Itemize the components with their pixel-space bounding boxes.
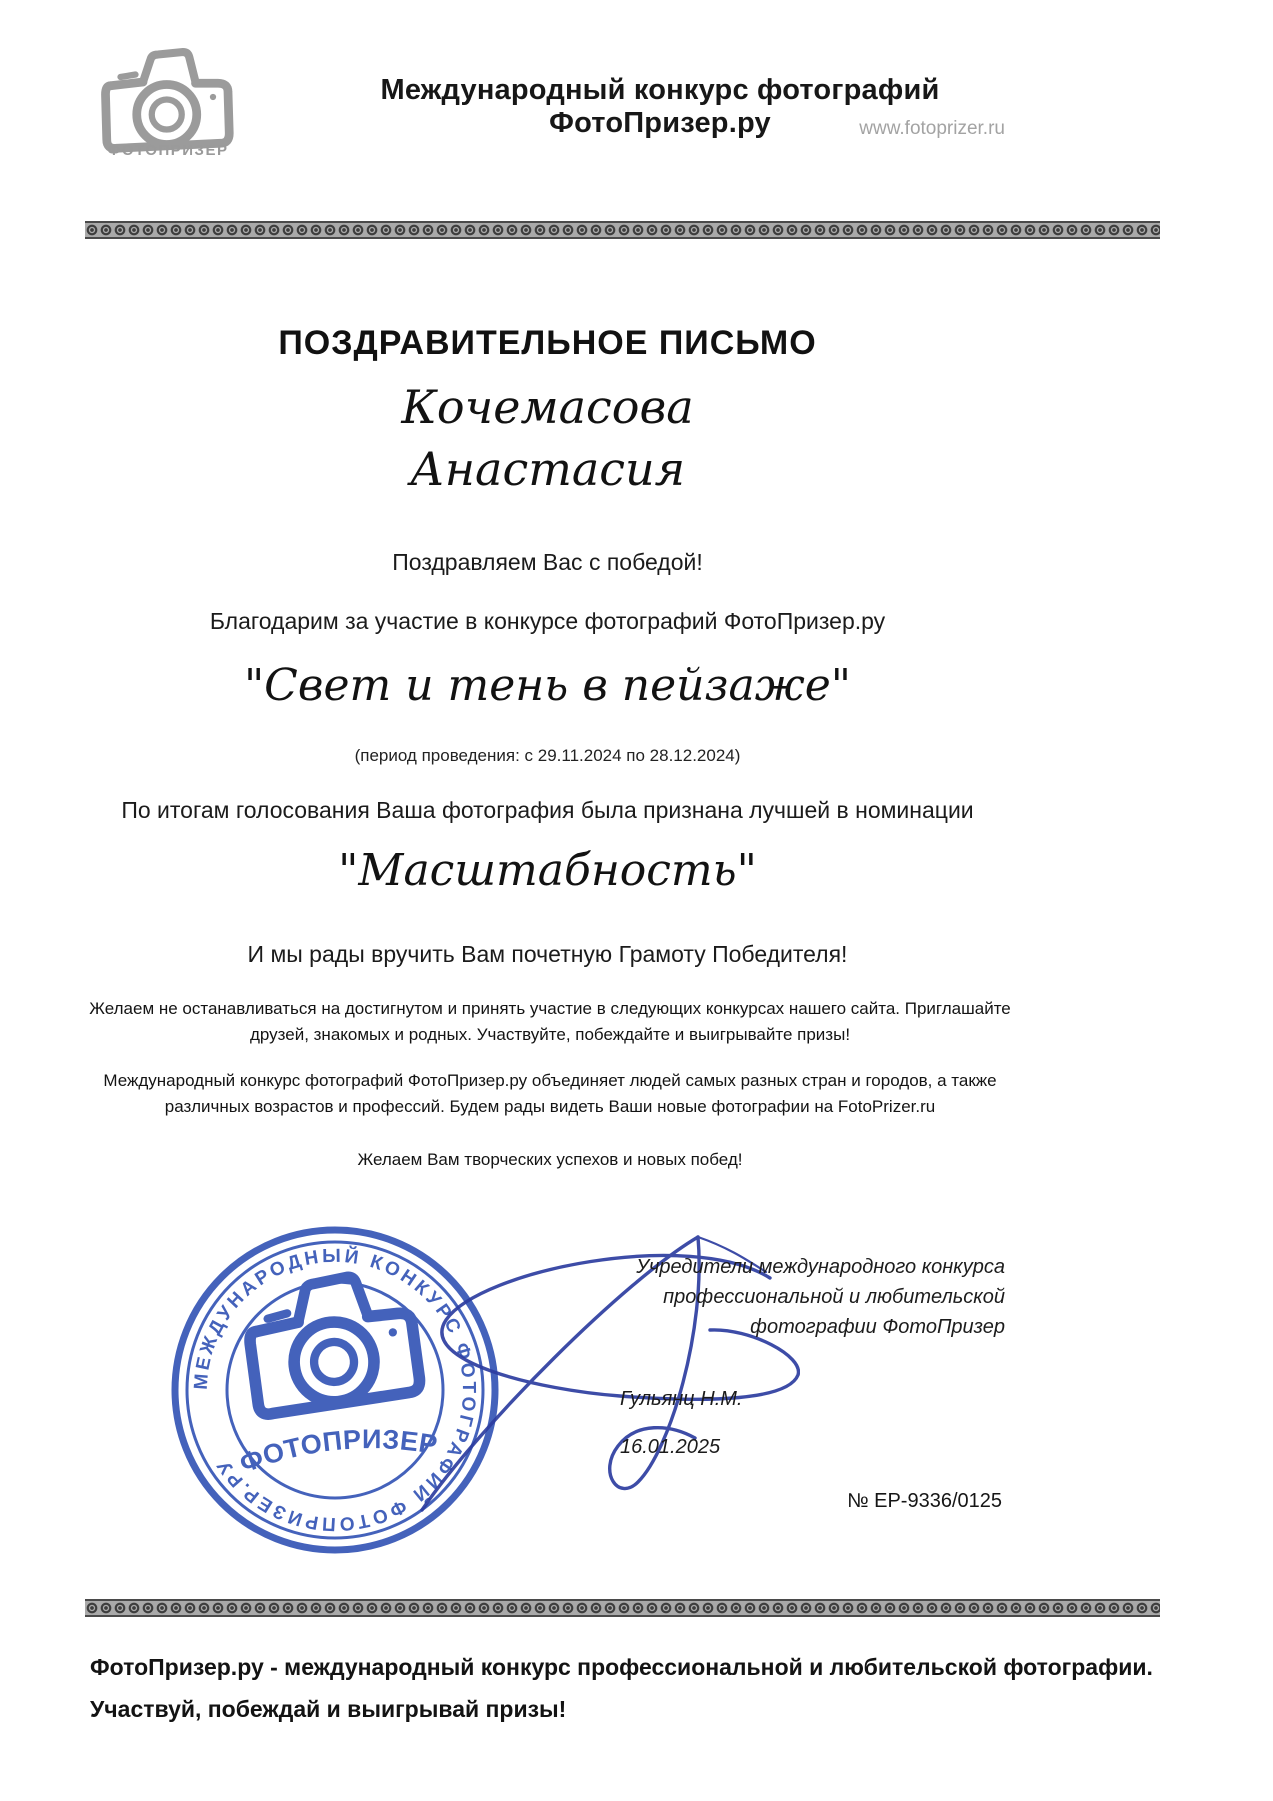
contest-name: "Свет и тень в пейзаже" bbox=[243, 660, 852, 711]
stamp-camera-icon bbox=[244, 1271, 421, 1416]
page-title: Международный конкурс фотографий ФотоПризер.ру bbox=[380, 74, 940, 139]
thanks-line: Благодарим за участие в конкурсе фотографий ФотоПризер.ру bbox=[209, 608, 886, 634]
wish-line: Желаем Вам творческих успехов и новых побед! bbox=[357, 1150, 743, 1169]
document-number: № ЕР-9336/0125 bbox=[847, 1490, 1002, 1512]
founders-line: фотографии ФотоПризер bbox=[750, 1316, 1005, 1338]
recipient-last-name: Кочемасова bbox=[401, 380, 694, 434]
award-line: И мы рады вручить Вам почетную Грамоту Победителя! bbox=[247, 941, 848, 967]
recipient-first-name: Анастасия bbox=[409, 442, 686, 496]
stamp-ring-text: МЕЖДУНАРОДНЫЙ КОНКУРС ФОТОГРАФИЙ ФОТОПРИЗЕР.РУ bbox=[190, 1245, 480, 1535]
stamp-center-text: ФОТОПРИЗЕР bbox=[235, 1424, 440, 1479]
nomination-name: "Масштабность" bbox=[338, 845, 757, 896]
signer-name: Гульянц Н.М. bbox=[620, 1388, 743, 1410]
website-url: www.fotoprizer.ru bbox=[859, 118, 1005, 139]
paragraph-about: Международный конкурс фотографий ФотоПризер.ру объединяет людей самых разных стран и городов, а также различных возрастов и профессий. Будем рады видеть Ваши новые фотографии на FotoPrizer.ru bbox=[103, 1071, 997, 1117]
result-line: По итогам голосования Ваша фотография была признана лучшей в номинации bbox=[121, 797, 974, 823]
decorative-border-bottom bbox=[85, 1599, 1160, 1617]
decorative-border-top bbox=[85, 221, 1160, 239]
congrats-line: Поздравляем Вас с победой! bbox=[392, 549, 703, 575]
signature-date: 16.01.2025 bbox=[620, 1436, 721, 1458]
paragraph-invite: Желаем не останавливаться на достигнутом и принять участие в следующих конкурсах нашего сайта. Приглашайте друзей, знакомых и родных. Участвуйте, побеждайте и выигрывайте призы! bbox=[89, 999, 1011, 1045]
contest-period: (период проведения: с 29.11.2024 по 28.12.2024) bbox=[354, 746, 741, 765]
stamp-seal bbox=[175, 1230, 495, 1550]
letter-title: ПОЗДРАВИТЕЛЬНОЕ ПИСЬМО bbox=[278, 324, 817, 362]
founders-text bbox=[555, 1252, 1005, 1342]
footer-line-1: ФотоПризер.ру - международный конкурс профессиональной и любительской фотографии. bbox=[90, 1654, 1153, 1680]
founders-line: профессиональной и любительской bbox=[663, 1286, 1005, 1308]
footer-line-2: Участвуй, побеждай и выигрывай призы! bbox=[90, 1696, 567, 1722]
logo-text: ФОТОПРИЗЕР bbox=[107, 142, 229, 159]
founders-line: Учредители международного конкурса bbox=[636, 1256, 1005, 1278]
